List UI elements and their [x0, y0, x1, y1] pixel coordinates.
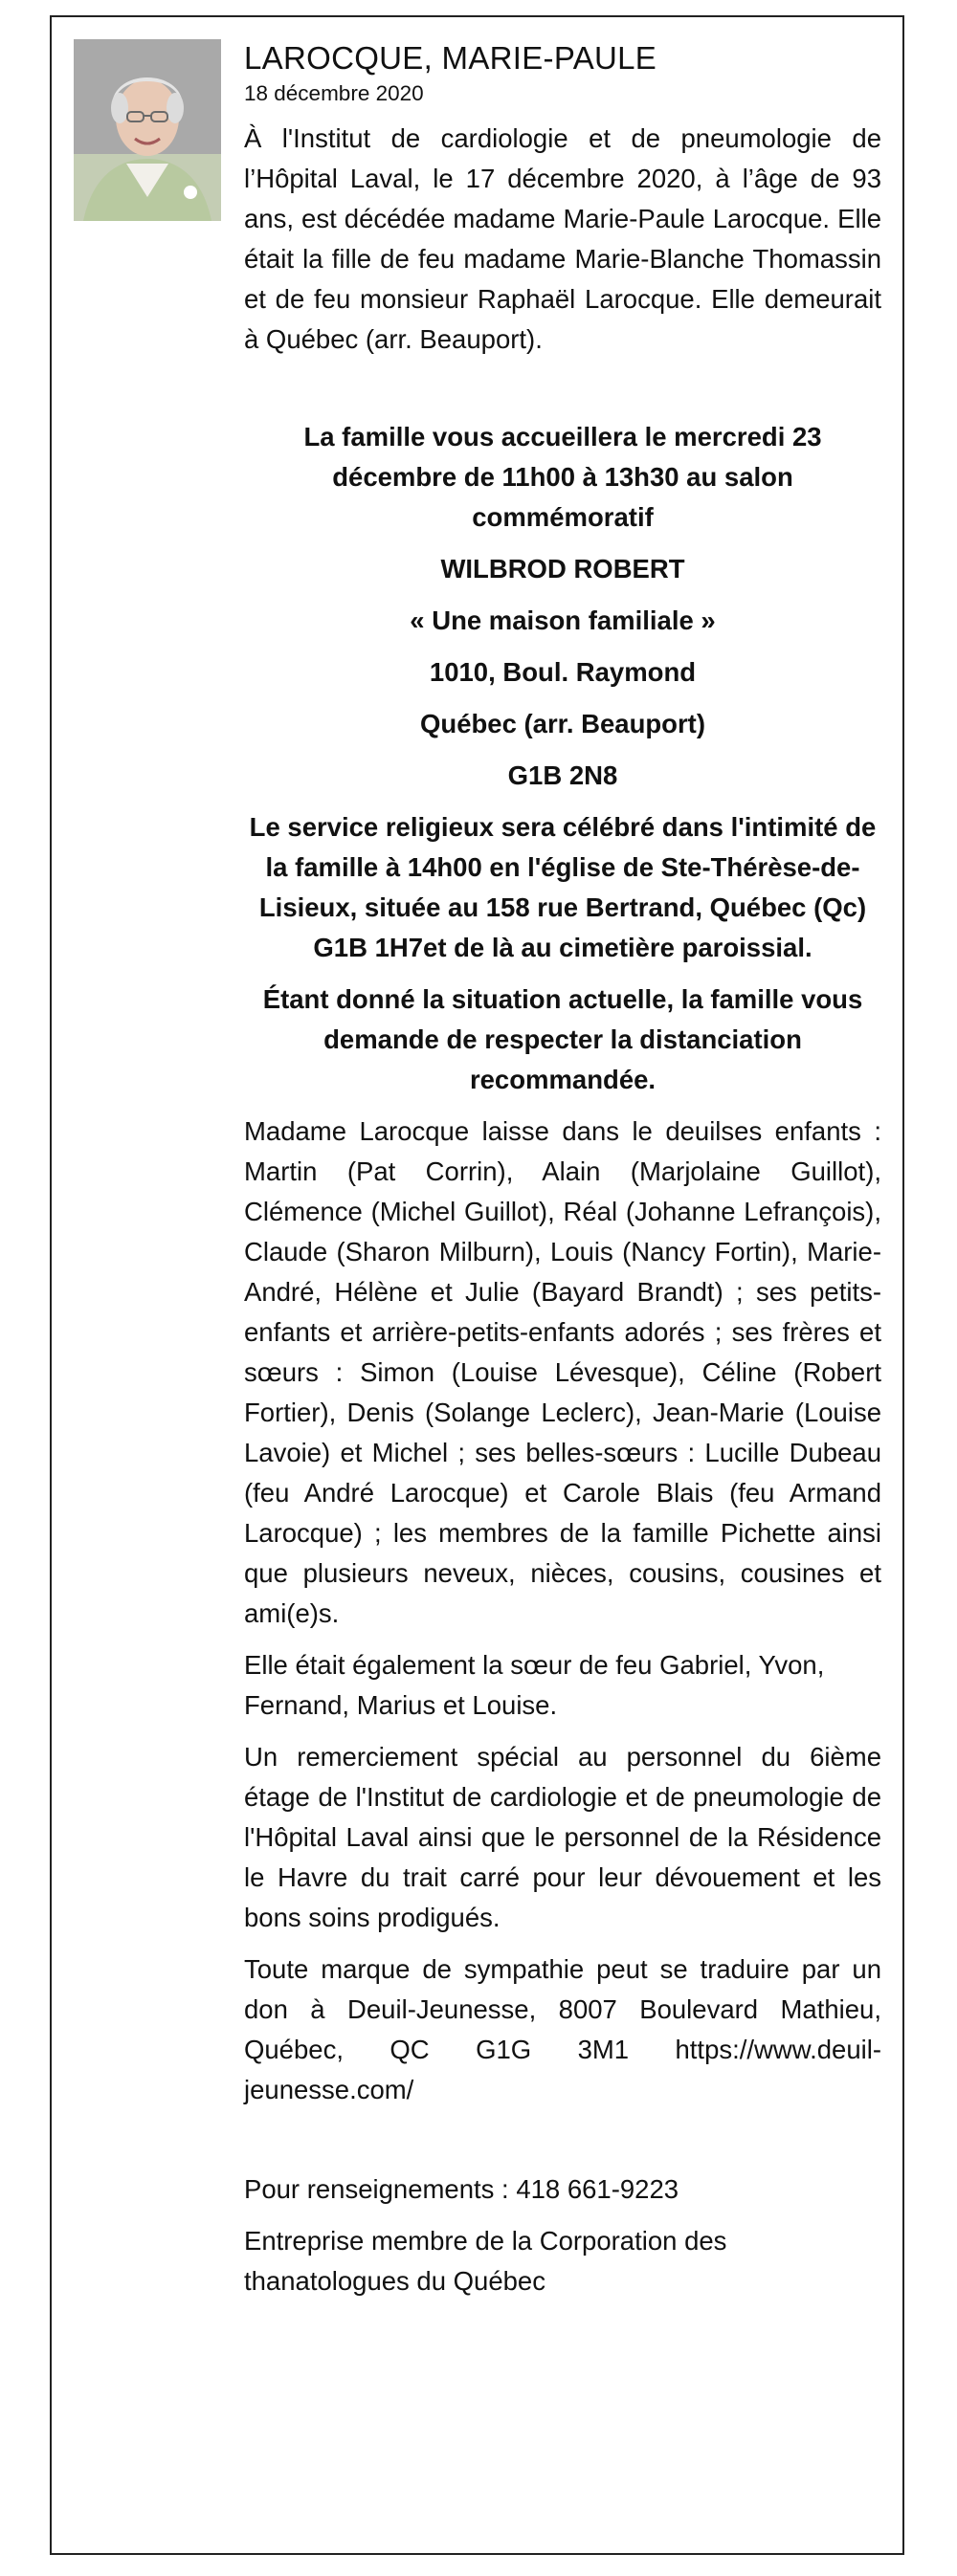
address-street: 1010, Boul. Raymond [429, 657, 697, 687]
address-postal: G1B 2N8 [507, 760, 618, 790]
address-city: Québec (arr. Beauport) [420, 709, 705, 738]
funeral-home-name: WILBROD ROBERT [440, 554, 685, 583]
siblings-paragraph: Elle était également la sœur de feu Gabriel, Yvon, Fernand, Marius et Louise. [244, 1650, 825, 1720]
thanks-paragraph: Un remerciement spécial au personnel du 6ième étage de l'Institut de cardiologie et de pneumologie de l'Hôpital Laval ainsi que le personnel de la Résidence le Havre du trait carré pour leur dévouement et les bons soins prodigués. [244, 1742, 881, 1932]
visitation-block [244, 417, 881, 1100]
family-paragraph: Madame Larocque laisse dans le deuilses enfants : Martin (Pat Corrin), Alain (Marjolaine Guillot), Clémence (Michel Guillot), Réal (Johanne Lefrançois), Claude (Sharon Milburn), Louis (Nancy Fortin), Marie-André, Hélène et Julie (Bayard Brandt) ; ses petits-enfants et arrière-petits-enfants adorés ; ses frères et sœurs : Simon (Louise Lévesque), Céline (Robert Fortier), Denis (Solange Leclerc), Jean-Marie (Louise Lavoie) et Michel ; ses belles-sœurs : Lucille Dubeau (feu André Larocque) et Carole Blais (feu Armand Larocque) ; les membres de la famille Pichette ainsi que plusieurs neveux, nièces, cousins, cousines et ami(e)s. [244, 1116, 881, 1628]
intro-paragraph: À l'Institut de cardiologie et de pneumologie de l’Hôpital Laval, le 17 décembre 2020, à l’âge de 93 ans, est décédée madame Marie-Paule Larocque. Elle était la fille de feu madame Marie-Blanche Thomassin et de feu monsieur Raphaël Larocque. Elle demeurait à Québec (arr. Beauport). [244, 123, 881, 354]
deceased-name: LAROCQUE, MARIE-PAULE [244, 40, 657, 76]
obituary-content [244, 36, 881, 2301]
membership-info: Entreprise membre de la Corporation des thanatologues du Québec [244, 2226, 727, 2296]
visitation-text: La famille vous accueillera le mercredi 23 décembre de 11h00 à 13h30 au salon commémoratif [303, 422, 822, 532]
contact-info: Pour renseignements : 418 661-9223 [244, 2174, 679, 2204]
funeral-home-slogan: « Une maison familiale » [410, 605, 716, 635]
service-text: Le service religieux sera célébré dans l'intimité de la famille à 14h00 en l'église de Ste-Thérèse-de-Lisieux, située au 158 rue Bertrand, Québec (Qc) G1B 1H7et de là au cimetière paroissial. [249, 812, 877, 962]
distancing-notice: Étant donné la situation actuelle, la famille vous demande de respecter la distanciation recommandée. [262, 984, 863, 1094]
publication-date: 18 décembre 2020 [244, 81, 424, 105]
portrait-photo [74, 39, 221, 221]
donation-paragraph[interactable]: Toute marque de sympathie peut se traduire par un don à Deuil-Jeunesse, 8007 Boulevard Mathieu, Québec, QC G1G 3M1 https://www.deuil-jeunesse.com/ [244, 1954, 881, 2104]
